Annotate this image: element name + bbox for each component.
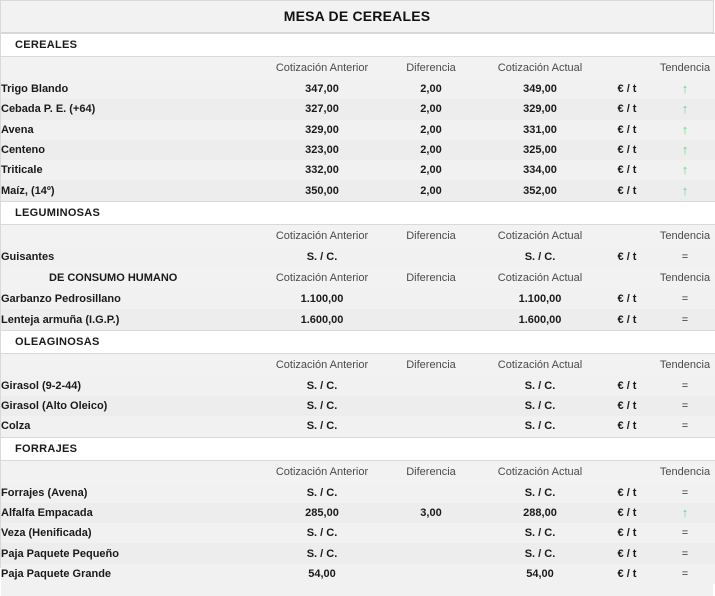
table-row[interactable] — [1, 503, 715, 523]
column-header-trend: Tendencia — [655, 57, 715, 80]
difference-value — [381, 564, 481, 584]
product-name: Garbanzo Pedrosillano — [1, 289, 263, 309]
current-quote: 1.600,00 — [481, 309, 599, 330]
current-quote: 288,00 — [481, 503, 599, 523]
column-header-difference: Diferencia — [381, 460, 481, 483]
unit-label: € / t — [599, 523, 655, 543]
trend-up-icon: ↑ — [681, 162, 689, 178]
unit-label: € / t — [599, 79, 655, 99]
current-quote: 54,00 — [481, 564, 599, 584]
trend-flat-icon: = — [681, 293, 689, 306]
trend-cell — [655, 289, 715, 309]
table-row[interactable] — [1, 416, 715, 437]
column-header-current: Cotización Actual — [481, 57, 599, 80]
trend-cell — [655, 79, 715, 99]
trend-flat-icon: = — [681, 420, 689, 433]
table-row[interactable] — [1, 247, 715, 267]
column-header-row — [1, 353, 715, 376]
section-title: OLEAGINOSAS — [15, 335, 100, 348]
section-title: FORRAJES — [15, 442, 78, 455]
current-quote: 334,00 — [481, 160, 599, 180]
current-quote: 349,00 — [481, 79, 599, 99]
column-header-unit-spacer — [599, 224, 655, 247]
trend-cell — [655, 120, 715, 140]
section-title-cell — [1, 201, 715, 224]
difference-value — [381, 247, 481, 267]
current-quote: 352,00 — [481, 180, 599, 201]
table-row[interactable] — [1, 140, 715, 160]
column-header-unit-spacer — [599, 267, 655, 289]
previous-quote: S. / C. — [263, 396, 381, 416]
column-header-trend: Tendencia — [655, 267, 715, 289]
product-name: Paja Paquete Grande — [1, 564, 263, 584]
trend-up-icon: ↑ — [681, 121, 689, 137]
section-title: CEREALES — [15, 39, 78, 51]
column-header-difference: Diferencia — [381, 353, 481, 376]
table-row[interactable] — [1, 543, 715, 563]
table-row[interactable] — [1, 79, 715, 99]
product-name: Triticale — [1, 160, 263, 180]
trend-flat-icon: = — [681, 486, 689, 499]
difference-value: 2,00 — [381, 120, 481, 140]
difference-value — [381, 396, 481, 416]
product-name: Paja Paquete Pequeño — [1, 543, 263, 563]
trend-cell — [655, 396, 715, 416]
table-row[interactable] — [1, 483, 715, 503]
difference-value: 3,00 — [381, 503, 481, 523]
trend-up-icon: ↑ — [681, 81, 689, 97]
previous-quote: 1.100,00 — [263, 289, 381, 309]
column-header-trend: Tendencia — [655, 353, 715, 376]
column-header-spacer — [1, 460, 263, 483]
current-quote: S. / C. — [481, 416, 599, 437]
previous-quote: S. / C. — [263, 416, 381, 437]
column-header-difference: Diferencia — [381, 57, 481, 80]
section-header-row — [1, 34, 715, 57]
unit-label: € / t — [599, 416, 655, 437]
subcategory-label: DE CONSUMO HUMANO — [1, 267, 263, 289]
section-title: LEGUMINOSAS — [15, 206, 101, 219]
column-header-previous: Cotización Anterior — [263, 460, 381, 483]
table-row[interactable] — [1, 376, 715, 396]
column-header-previous: Cotización Anterior — [263, 267, 381, 289]
column-header-unit-spacer — [599, 353, 655, 376]
product-name: Veza (Henificada) — [1, 523, 263, 543]
product-name: Forrajes (Avena) — [1, 483, 263, 503]
previous-quote: 350,00 — [263, 180, 381, 201]
difference-value — [381, 523, 481, 543]
difference-value: 2,00 — [381, 180, 481, 201]
previous-quote: S. / C. — [263, 523, 381, 543]
previous-quote: S. / C. — [263, 543, 381, 563]
trend-up-icon: ↑ — [681, 142, 689, 158]
current-quote: S. / C. — [481, 396, 599, 416]
trend-cell — [655, 247, 715, 267]
previous-quote: 285,00 — [263, 503, 381, 523]
current-quote: 329,00 — [481, 99, 599, 119]
table-tail-spacer — [1, 584, 713, 596]
trend-flat-icon: = — [681, 379, 689, 392]
table-row[interactable] — [1, 309, 715, 330]
unit-label: € / t — [599, 140, 655, 160]
column-header-difference: Diferencia — [381, 224, 481, 247]
section-title-cell — [1, 330, 715, 353]
product-name: Girasol (Alto Oleico) — [1, 396, 263, 416]
unit-label: € / t — [599, 160, 655, 180]
current-quote: 331,00 — [481, 120, 599, 140]
column-header-difference: Diferencia — [381, 267, 481, 289]
trend-flat-icon: = — [681, 527, 689, 540]
trend-cell — [655, 140, 715, 160]
difference-value — [381, 289, 481, 309]
trend-flat-icon: = — [681, 547, 689, 560]
previous-quote: 347,00 — [263, 79, 381, 99]
column-header-current: Cotización Actual — [481, 353, 599, 376]
column-header-row — [1, 57, 715, 80]
difference-value — [381, 543, 481, 563]
column-header-spacer — [1, 353, 263, 376]
column-header-trend: Tendencia — [655, 460, 715, 483]
trend-cell — [655, 503, 715, 523]
unit-label: € / t — [599, 376, 655, 396]
unit-label: € / t — [599, 543, 655, 563]
trend-cell — [655, 180, 715, 201]
product-name: Lenteja armuña (I.G.P.) — [1, 309, 263, 330]
previous-quote: 329,00 — [263, 120, 381, 140]
product-name: Colza — [1, 416, 263, 437]
difference-value: 2,00 — [381, 79, 481, 99]
current-quote: S. / C. — [481, 247, 599, 267]
current-quote: S. / C. — [481, 376, 599, 396]
difference-value: 2,00 — [381, 99, 481, 119]
column-header-row — [1, 460, 715, 483]
trend-up-icon: ↑ — [681, 101, 689, 117]
difference-value: 2,00 — [381, 160, 481, 180]
previous-quote: 54,00 — [263, 564, 381, 584]
unit-label: € / t — [599, 289, 655, 309]
column-header-current: Cotización Actual — [481, 267, 599, 289]
unit-label: € / t — [599, 180, 655, 201]
product-name: Alfalfa Empacada — [1, 503, 263, 523]
trend-cell — [655, 543, 715, 563]
column-header-current: Cotización Actual — [481, 224, 599, 247]
column-header-spacer — [1, 224, 263, 247]
unit-label: € / t — [599, 120, 655, 140]
unit-label: € / t — [599, 396, 655, 416]
section-title-cell — [1, 437, 715, 460]
table-row[interactable] — [1, 99, 715, 119]
product-name: Girasol (9-2-44) — [1, 376, 263, 396]
trend-cell — [655, 483, 715, 503]
previous-quote: 323,00 — [263, 140, 381, 160]
trend-up-icon: ↑ — [681, 505, 689, 520]
table-row[interactable] — [1, 120, 715, 140]
previous-quote: 327,00 — [263, 99, 381, 119]
previous-quote: S. / C. — [263, 376, 381, 396]
previous-quote: S. / C. — [263, 483, 381, 503]
product-name: Cebada P. E. (+64) — [1, 99, 263, 119]
previous-quote: S. / C. — [263, 247, 381, 267]
product-name: Centeno — [1, 140, 263, 160]
section-header-row — [1, 437, 715, 460]
trend-cell — [655, 99, 715, 119]
trend-flat-icon: = — [681, 313, 689, 326]
product-name: Guisantes — [1, 247, 263, 267]
current-quote: 1.100,00 — [481, 289, 599, 309]
page-title: MESA DE CEREALES — [1, 1, 713, 33]
column-header-current: Cotización Actual — [481, 460, 599, 483]
trend-cell — [655, 376, 715, 396]
column-header-row — [1, 267, 715, 289]
trend-cell — [655, 564, 715, 584]
unit-label: € / t — [599, 309, 655, 330]
product-name: Trigo Blando — [1, 79, 263, 99]
current-quote: S. / C. — [481, 483, 599, 503]
current-quote: 325,00 — [481, 140, 599, 160]
current-quote: S. / C. — [481, 523, 599, 543]
column-header-row — [1, 224, 715, 247]
unit-label: € / t — [599, 564, 655, 584]
column-header-previous: Cotización Anterior — [263, 57, 381, 80]
table-row[interactable] — [1, 160, 715, 180]
difference-value — [381, 483, 481, 503]
difference-value — [381, 376, 481, 396]
product-name: Maíz, (14º) — [1, 180, 263, 201]
difference-value: 2,00 — [381, 140, 481, 160]
table-row[interactable] — [1, 564, 715, 584]
table-row[interactable] — [1, 289, 715, 309]
previous-quote: 1.600,00 — [263, 309, 381, 330]
quotes-table — [1, 33, 715, 584]
column-header-unit-spacer — [599, 57, 655, 80]
column-header-previous: Cotización Anterior — [263, 353, 381, 376]
trend-cell — [655, 523, 715, 543]
section-title-cell — [1, 34, 715, 57]
unit-label: € / t — [599, 483, 655, 503]
difference-value — [381, 309, 481, 330]
section-header-row — [1, 330, 715, 353]
column-header-unit-spacer — [599, 460, 655, 483]
trend-flat-icon: = — [681, 567, 689, 580]
column-header-spacer — [1, 57, 263, 80]
trend-flat-icon: = — [681, 400, 689, 413]
trend-cell — [655, 309, 715, 330]
table-row[interactable] — [1, 523, 715, 543]
section-header-row — [1, 201, 715, 224]
difference-value — [381, 416, 481, 437]
unit-label: € / t — [599, 503, 655, 523]
trend-cell — [655, 416, 715, 437]
column-header-trend: Tendencia — [655, 224, 715, 247]
trend-up-icon: ↑ — [681, 182, 689, 198]
previous-quote: 332,00 — [263, 160, 381, 180]
table-row[interactable] — [1, 180, 715, 201]
unit-label: € / t — [599, 99, 655, 119]
column-header-previous: Cotización Anterior — [263, 224, 381, 247]
trend-cell — [655, 160, 715, 180]
unit-label: € / t — [599, 247, 655, 267]
current-quote: S. / C. — [481, 543, 599, 563]
trend-flat-icon: = — [681, 250, 689, 263]
table-row[interactable] — [1, 396, 715, 416]
product-name: Avena — [1, 120, 263, 140]
